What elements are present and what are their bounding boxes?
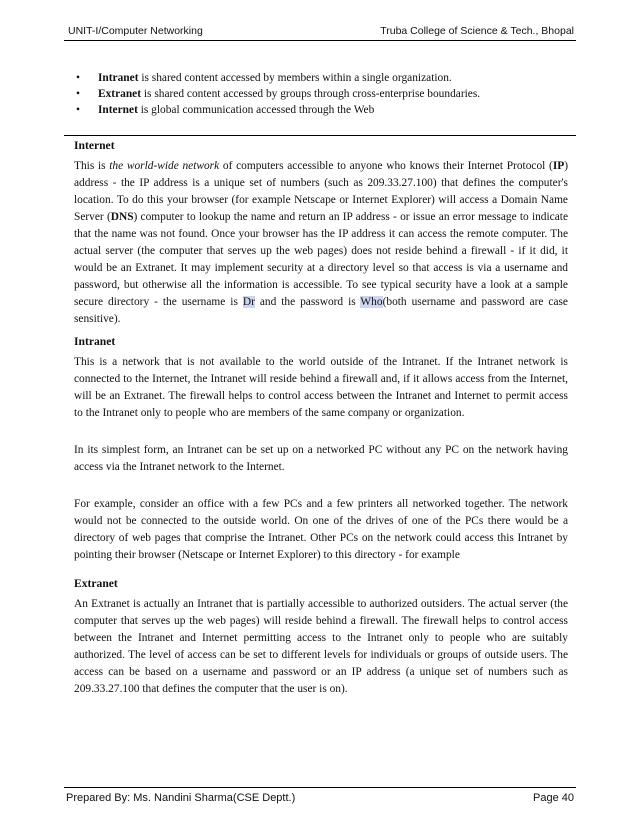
intranet-paragraph-3: For example, consider an office with a few PCs and a few printers all networked together. The network would not be connected to the outside world. On one of the drives of one of the PCs there would be a directory of web pages that comprise the Intranet. Other PCs on the network could access this Intranet by pointing their browser (Netscape or Internet Explorer) to this directory - for example (74, 498, 568, 561)
bullet-term: Intranet (98, 72, 139, 84)
bullet-internet (74, 102, 568, 118)
header-right-text: Truba College of Science & Tech., Bhopal (380, 25, 574, 37)
bullet-dot-icon: • (76, 72, 80, 84)
bullet-text: is shared content accessed by groups through cross-enterprise boundaries. (141, 88, 481, 100)
page-header (64, 22, 576, 41)
text-run-bold: DNS (110, 211, 134, 223)
intranet-heading: Intranet (74, 335, 116, 348)
bullet-dot-icon: • (76, 88, 80, 100)
text-run: ) address - the IP address is a unique set of numbers (such as 209.33.27.100) that defines the computer's location. To do this your browser (for example Netscape or Internet Explorer) will access a Domain Name Server ( (74, 160, 569, 223)
page-body (74, 70, 568, 704)
text-run: This is (74, 160, 110, 172)
text-run: of computers accessible to anyone who knows their Internet Protocol ( (219, 160, 553, 172)
bullet-text: is shared content accessed by members within a single organization. (138, 72, 452, 84)
internet-heading: Internet (74, 139, 115, 152)
bullet-intranet (74, 70, 568, 86)
text-run: (both username and password are case sensitive). (74, 296, 568, 325)
intranet-paragraph-1: This is a network that is not available to the world outside of the Intranet. If the Intranet network is connected to the Internet, the Intranet will reside behind a firewall and, if it allows access from the Internet, will be an Extranet. The firewall helps to control access between the Intranet and Internet to permit access to the Intranet only to people who are members of the same company or organization. (74, 356, 568, 419)
password-highlight: Who (360, 296, 383, 308)
extranet-paragraph: An Extranet is actually an Intranet that is partially accessible to authorized outsiders. The actual server (the computer that serves up the web pages) will reside behind a firewall. The firewall helps to control access between the Intranet and Internet permitting access to the Intranet only to people who are suitably authorized. The level of access can be set to different levels for individuals or groups of outside users. The access can be based on a username and password or an IP address (a unique set of numbers such as 209.33.27.100 that defines the computer that the user is on). (74, 598, 568, 695)
definition-list (74, 70, 568, 118)
header-left-text: UNIT-I/Computer Networking (68, 25, 203, 37)
page-footer (64, 787, 576, 808)
page-number: Page 40 (533, 792, 574, 804)
text-run: and the password is (254, 296, 361, 308)
bullet-term: Internet (98, 104, 138, 116)
intranet-paragraph-2: In its simplest form, an Intranet can be set up on a networked PC without any PC on the network having access via the Intranet network to the Internet. (74, 444, 568, 473)
bullet-term: Extranet (98, 88, 142, 100)
username-highlight: Dr (242, 296, 255, 308)
bullet-extranet (74, 86, 568, 102)
bullet-text: is global communication accessed through the Web (137, 104, 375, 116)
text-run: ) computer to lookup the name and return an IP address - or issue an error message to indicate that the name was not found. Once your browser has the IP address it can access the remote computer. The actual server (the computer that serves up the web pages) does not reside behind a firewall - if it did, it would be an Extranet. It may implement security at a directory level so that access is via a username and password, but otherwise all the information is accessible. To see typical security have a look at a sample secure directory - the username is (74, 211, 569, 308)
text-run-bold: IP (552, 160, 565, 172)
internet-paragraph (74, 158, 568, 328)
extranet-heading: Extranet (74, 577, 118, 590)
bullet-dot-icon: • (76, 104, 80, 116)
text-run-italic: the world-wide network (109, 160, 220, 172)
footer-author: Prepared By: Ms. Nandini Sharma(CSE Deptt.) (66, 792, 296, 804)
